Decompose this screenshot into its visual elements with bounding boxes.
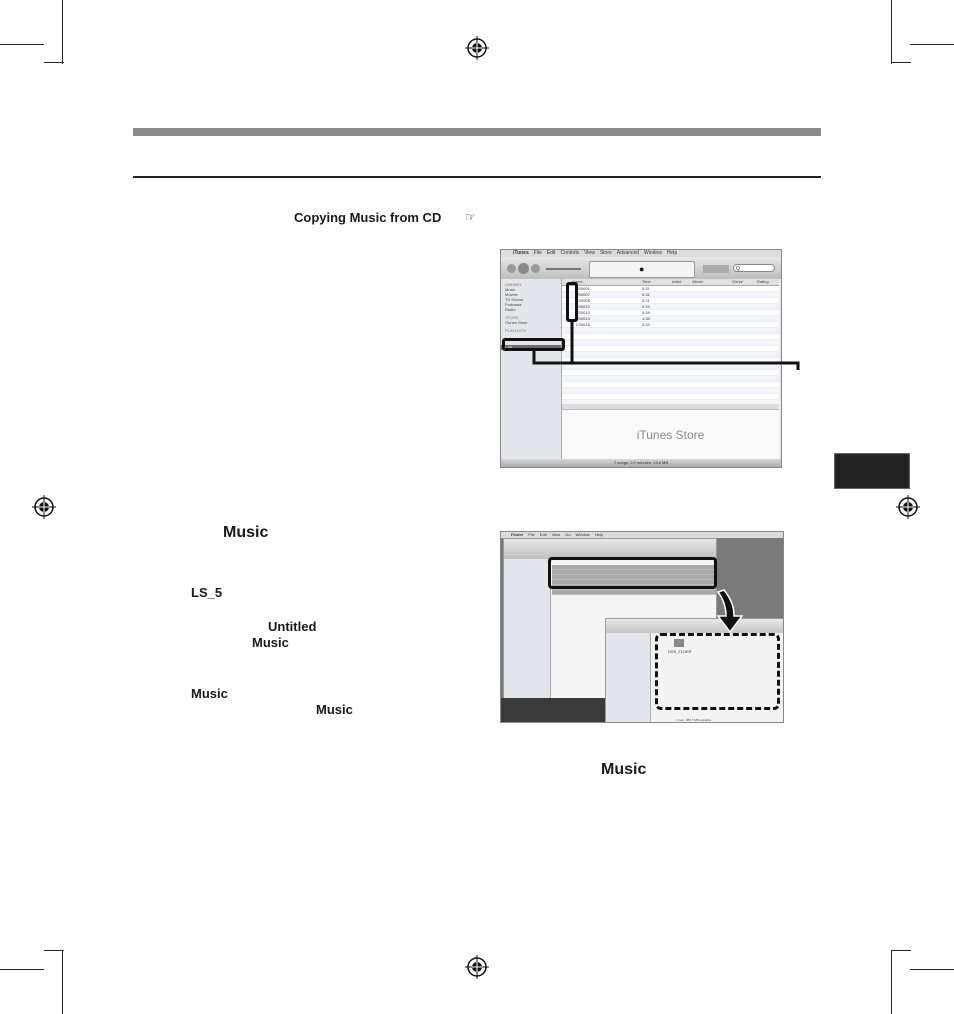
sidebar-item[interactable]: Movies [505, 292, 518, 297]
crop-mark [910, 969, 954, 970]
drop-target-highlight [655, 633, 780, 710]
finder-menu-item[interactable]: Help [594, 532, 604, 537]
track-list-header [562, 279, 779, 286]
sidebar-item: PLAYLISTS [505, 328, 527, 333]
dark-strip [501, 698, 609, 722]
track-name: LS0013 [576, 310, 590, 315]
header-rule [133, 176, 821, 178]
sidebar-item: STORE [505, 315, 519, 320]
finder-menu-item[interactable]: Finder [511, 532, 524, 537]
finder-menu-item[interactable]: Edit [539, 532, 547, 537]
itunes-menubar [501, 250, 781, 257]
itunes-menu-item[interactable]: Window [644, 250, 662, 256]
crop-mark [891, 0, 892, 44]
finder-menu-item[interactable]: File [528, 532, 535, 537]
track-name: LS0008 [576, 298, 590, 303]
crop-mark [891, 44, 892, 64]
search-input[interactable]: Q [733, 264, 775, 272]
track-name: LS0016 [576, 322, 590, 327]
music-inline: Music [252, 635, 289, 650]
itunes-menu-item[interactable]: Store [599, 250, 612, 256]
folder-label: DSS_FLDER [668, 649, 692, 654]
untitled-label: Untitled [268, 619, 317, 634]
finder-status: 1 item, 389.7 MB available [676, 718, 712, 722]
itunes-menu-item[interactable]: Edit [546, 250, 556, 256]
itunes-store-label: iTunes Store [636, 428, 705, 442]
column-header[interactable]: Album [692, 279, 704, 284]
column-header[interactable]: Time [642, 279, 651, 284]
registration-mark-icon [465, 36, 489, 60]
column-header[interactable]: Genre [732, 279, 744, 284]
sidebar-item[interactable]: Podcasts [505, 302, 522, 307]
column-header[interactable]: Name [572, 279, 583, 284]
finder-toolbar [606, 619, 784, 633]
chapter-tab [834, 453, 910, 489]
drag-arrow-icon [710, 588, 750, 636]
next-button[interactable] [531, 264, 540, 273]
header-bar [133, 128, 821, 136]
crop-mark [0, 969, 44, 970]
itunes-menu-item[interactable]: iTunes [513, 250, 529, 256]
sidebar-item: LIBRARY [505, 282, 523, 287]
registration-mark-icon [896, 495, 920, 519]
itunes-menu-item[interactable]: Advanced [616, 250, 640, 256]
view-buttons[interactable] [703, 265, 729, 273]
track-time: 0:28 [642, 310, 650, 315]
sidebar-item[interactable]: Music [505, 287, 516, 292]
crop-mark [62, 969, 63, 1014]
play-button[interactable] [518, 263, 529, 274]
crop-mark [891, 969, 892, 1014]
ls5-label: LS_5 [191, 585, 223, 600]
sidebar-item[interactable]: LS5 [501, 345, 561, 350]
crop-mark [910, 44, 954, 45]
column-header[interactable]: Rating [757, 279, 769, 284]
registration-mark-icon [32, 495, 56, 519]
track-time: 0:31 [642, 286, 650, 291]
itunes-menu-item[interactable]: Controls [560, 250, 580, 256]
music-title: Music [223, 524, 269, 541]
music-bottom: Music [601, 761, 647, 778]
finder-menu-item[interactable]: View [551, 532, 561, 537]
track-time: 0:31 [642, 292, 650, 297]
finder-sidebar [606, 633, 651, 723]
bg-toolbar [504, 539, 716, 559]
finder-menu-item[interactable]: Window [575, 532, 590, 537]
crop-mark [62, 0, 63, 44]
crop-mark [62, 44, 63, 64]
finder-menu-item[interactable]: Go [565, 532, 571, 537]
track-time: 0:19 [642, 304, 650, 309]
step-reference: Copying Music from CD [294, 210, 442, 225]
sidebar-item[interactable]: TV Shows [505, 297, 524, 302]
crop-mark [891, 62, 911, 63]
column-header[interactable]: Artist [672, 279, 682, 284]
track-time: 0:21 [642, 298, 650, 303]
crop-mark [62, 950, 63, 970]
music-inline: Music [191, 686, 228, 701]
track-name: LS0010 [576, 304, 590, 309]
registration-mark-icon [465, 955, 489, 979]
track-name: LS0007 [576, 292, 590, 297]
track-name: LS0001 [576, 286, 590, 291]
selection-highlight [548, 557, 717, 589]
crop-mark [44, 950, 64, 951]
itunes-menu-item[interactable]: Help [666, 250, 678, 256]
sidebar-item[interactable]: iTunes Store [505, 320, 528, 325]
itunes-menu-item[interactable]: File [533, 250, 542, 256]
bg-sidebar [504, 559, 551, 699]
crop-mark [44, 62, 64, 63]
volume-slider[interactable] [546, 268, 581, 270]
track-name: LS0014 [576, 316, 590, 321]
callout-leader [530, 318, 804, 372]
track-time: 0:43 [642, 322, 650, 327]
apple-logo-icon: ● [639, 264, 645, 274]
itunes-store-panel [562, 409, 779, 459]
crop-mark [0, 44, 44, 45]
sidebar-item[interactable]: Radio [505, 307, 516, 312]
now-playing-display [589, 261, 695, 278]
itunes-menu-item[interactable]: View [584, 250, 595, 256]
music-inline: Music [316, 702, 353, 717]
itunes-status: 7 songs, 3.9 minutes, 13.6 MB [501, 459, 781, 467]
checkbox-highlight [566, 282, 578, 322]
crop-mark [891, 950, 911, 951]
pointing-hand-icon: ☞ [465, 210, 476, 224]
track-time: 1:34 [642, 316, 650, 321]
crop-mark [891, 950, 892, 970]
prev-button[interactable] [507, 264, 516, 273]
itunes-toolbar [501, 257, 781, 279]
